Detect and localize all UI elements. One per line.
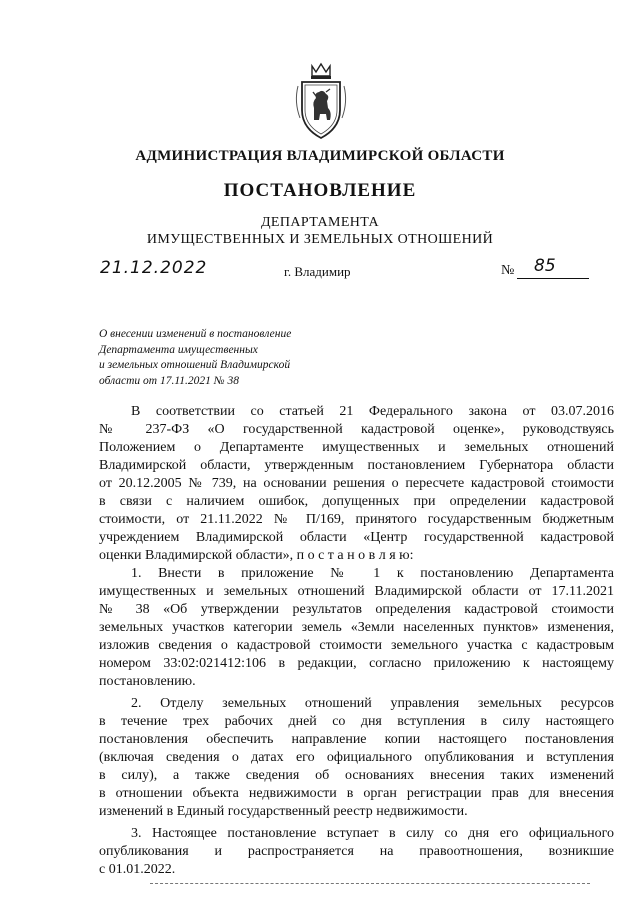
body-line: 2. Отделу земельных отношений управления земельных ресурсов [131,696,614,711]
body-line: оценки Владимирской области», п о с т а н о в л я ю: [99,548,414,563]
body-line: номером 33:02:021412:106 в редакции, согласно приложению к настоящему [99,656,614,671]
department-line-1: ДЕПАРТАМЕНТА [260,215,380,230]
body-line: в течение трех рабочих дней со дня вступления в силу настоящего [99,714,614,729]
department-title [0,214,640,248]
page-bottom-rule [150,883,590,884]
body-line: № 38 «Об утверждении результатов определения кадастровой стоимости [99,602,614,617]
body-line: № 237-ФЗ «О государственной кадастровой оценке», руководствуясь [99,422,614,437]
coat-of-arms-icon [290,62,352,142]
body-line: Владимирской области, утвержденным постановлением Губернатора области [99,458,614,473]
body-line: (включая сведения о датах его официального опубликования и вступления [99,750,614,765]
body-line: учреждением Владимирской области «Центр государственной кадастровой [99,530,614,545]
body-line: в отношении объекта недвижимости в орган регистрации прав для внесения [99,786,614,801]
body-line: 3. Настоящее постановление вступает в силу со дня его официального [131,826,614,841]
document-number: 85 [534,256,556,276]
body-line: 1. Внести в приложение № 1 к постановлению Департамента [131,566,614,581]
subject-line: Департамента имущественных [99,343,258,356]
body-line: изменений в Единый государственный реестр недвижимости. [99,804,468,819]
body-line: изложив сведения о кадастровой стоимости земельного участка с кадастровым [99,638,614,653]
body-line: земельных участков категории земель «Земли населенных пунктов» изменения, [99,620,614,635]
document-city: г. Владимир [284,264,351,279]
document-type: ПОСТАНОВЛЕНИЕ [223,180,417,201]
body-line: с 01.01.2022. [99,862,176,877]
body-line: опубликования и распространяется на правоотношения, возникшие [99,844,614,859]
body-line: В соответствии со статьей 21 Федерального закона от 03.07.2016 [131,404,614,419]
department-line-2: ИМУЩЕСТВЕННЫХ И ЗЕМЕЛЬНЫХ ОТНОШЕНИЙ [146,232,494,247]
body-line: постановления обеспечить направление копии настоящего постановления [99,732,614,747]
body-line: постановлению. [99,674,196,689]
body-line: имущественных и земельных отношений Владимирской области от 17.11.2021 [99,584,614,599]
body-line: Положением о Департаменте имущественных и земельных отношений [99,440,614,455]
document-date: 21.12.2022 [100,258,208,278]
document-number-label: № [501,263,515,278]
subject-line: и земельных отношений Владимирской [99,359,291,371]
document-number-underline [517,278,589,279]
body-line: в силу), а также сведения об основаниях внесения таких изменений [99,768,614,783]
body-line: стоимости, от 21.11.2022 № П/169, принятого государственным бюджетным [99,512,614,527]
body-line: в связи с наличием ошибок, допущенных при определении кадастровой [99,494,614,509]
document-body [99,403,614,879]
subject-line: области от 17.11.2021 № 38 [99,374,239,387]
organization-title: АДМИНИСТРАЦИЯ ВЛАДИМИРСКОЙ ОБЛАСТИ [135,148,505,164]
body-line: от 20.12.2005 № 739, на основании решения о пересчете кадастровой стоимости [99,476,614,491]
document-subject [99,327,359,389]
subject-line: О внесении изменений в постановление [99,328,292,340]
